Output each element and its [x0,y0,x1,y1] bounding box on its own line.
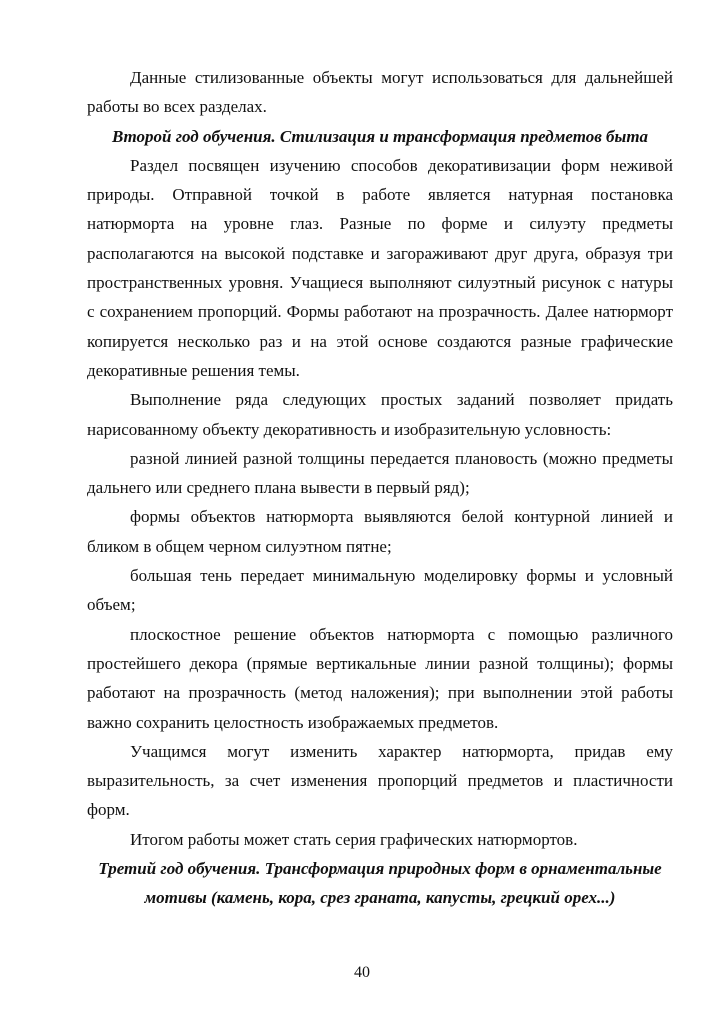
text-line: работы во всех разделах. [87,97,267,117]
paragraph [87,825,673,854]
text-line: Итогом работы может стать серия графических натюрмортов. [130,829,578,849]
text-line: работают на прозрачность (метод наложения); при выполнении этой работы [87,683,673,703]
text-line: дальнего или среднего плана вывести в первый ряд); [87,478,470,498]
text-line: натюрморта на уровне глаз. Разные по форме и силуэту предметы [87,214,673,234]
text-line: большая тень передает минимальную моделировку формы и условный [130,566,673,586]
paragraph [87,444,673,503]
section-heading [87,122,673,151]
text-line: разной линией разной толщины передается плановость (можно предметы [130,448,673,468]
paragraph [87,561,673,620]
text-line: копируется несколько раз и на этой основе создаются разные графические [87,331,673,351]
paragraph [87,737,673,825]
text-line: форм. [87,800,130,820]
text-line: плоскостное решение объектов натюрморта с помощью различного [130,624,673,644]
text-line: пространственных уровня. Учащиеся выполняют силуэтный рисунок с натуры [87,273,673,293]
page-number: 40 [354,964,370,981]
text-line: Выполнение ряда следующих простых заданий позволяет придать [130,390,673,410]
text-line: Учащимся могут изменить характер натюрморта, придав ему [130,741,673,761]
text-line: Второй год обучения. Стилизация и трансформация предметов быта [111,126,649,146]
text-line: располагаются на высокой подставке и загораживают друг друга, образуя три [87,243,673,263]
text-line: объем; [87,595,136,615]
text-line: декоративные решения темы. [87,360,300,380]
page-content [87,63,673,913]
text-line: Данные стилизованные объекты могут использоваться для дальнейшей [130,68,673,87]
section-heading [87,854,673,913]
text-line: простейшего декора (прямые вертикальные линии разной толщины); формы [87,653,673,673]
text-line: с сохранением пропорций. Формы работают на прозрачность. Далее натюрморт [87,302,673,322]
paragraph [87,63,673,122]
text-line: Раздел посвящен изучению способов декоративизации форм неживой [130,155,673,175]
paragraph [87,385,673,444]
paragraph [87,151,673,385]
paragraph [87,502,673,561]
text-line: выразительность, за счет изменения пропорций предметов и пластичности [87,771,673,791]
text-line: важно сохранить целостность изображаемых предметов. [87,712,499,732]
paragraph [87,620,673,737]
text-line: нарисованному объекту декоративность и изобразительную условность: [87,419,612,439]
text-line: бликом в общем черном силуэтном пятне; [87,536,392,556]
text-line: мотивы (камень, кора, срез граната, капусты, грецкий орех...) [144,888,616,908]
text-line: природы. Отправной точкой в работе является натурная постановка [87,185,673,205]
text-line: Третий год обучения. Трансформация природных форм в орнаментальные [98,859,662,879]
text-line: формы объектов натюрморта выявляются белой контурной линией и [130,507,673,527]
